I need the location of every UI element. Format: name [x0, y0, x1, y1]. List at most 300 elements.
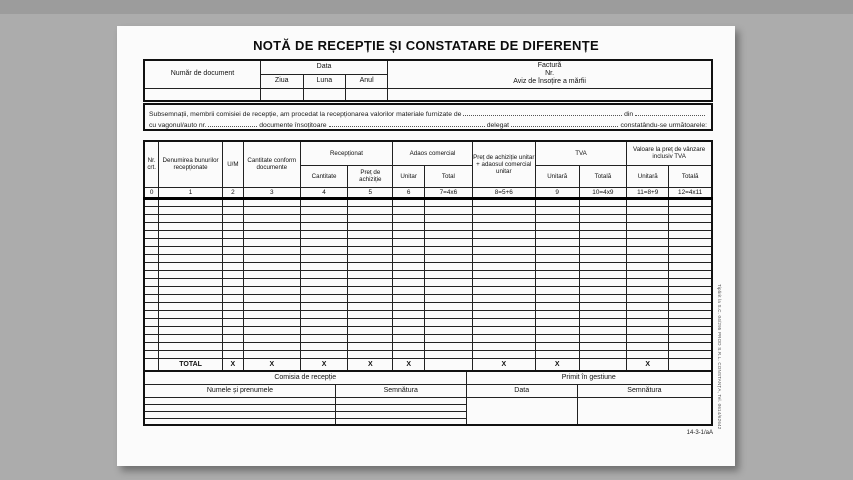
empty-cell: [627, 310, 669, 318]
empty-cell: [348, 350, 393, 358]
empty-cell: [472, 294, 535, 302]
empty-cell: [472, 230, 535, 238]
empty-data-row: [144, 302, 712, 310]
x-mark-cell: X: [472, 358, 535, 371]
empty-cell: [669, 254, 712, 262]
empty-cell: [425, 270, 473, 278]
empty-cell: [243, 310, 300, 318]
factura-value-cell: [388, 88, 712, 101]
empty-cell: [627, 198, 669, 206]
empty-cell: [300, 310, 348, 318]
empty-cell: [159, 214, 223, 222]
empty-cell: [425, 206, 473, 214]
empty-cell: [222, 214, 243, 222]
empty-cell: [393, 206, 425, 214]
empty-cell: [425, 342, 473, 350]
empty-cell: [222, 206, 243, 214]
empty-cell: [579, 342, 627, 350]
empty-cell: [348, 326, 393, 334]
empty-cell: [627, 318, 669, 326]
semnatura-right-header: Semnătura: [577, 384, 712, 397]
empty-cell: [159, 318, 223, 326]
col-header-um: U/M: [222, 141, 243, 187]
empty-cell: [159, 230, 223, 238]
col-header-unitar: Unitar: [393, 165, 425, 187]
col-group-adaos-comercial: Adaos comercial: [393, 141, 473, 165]
empty-cell: [579, 334, 627, 342]
empty-cell: [393, 230, 425, 238]
empty-cell: [627, 238, 669, 246]
empty-cell: [144, 262, 159, 270]
declaration-text: Subsemnații, membrii comisiei de recepție, am procedat la recepționarea valorilor materiale furnizate de: [149, 111, 462, 118]
empty-cell: [348, 238, 393, 246]
declaration-text: cu vagonul/auto nr.: [149, 122, 207, 129]
empty-cell: [243, 302, 300, 310]
empty-cell: [222, 302, 243, 310]
empty-cell: [144, 310, 159, 318]
luna-header: Luna: [303, 74, 346, 88]
empty-cell: [348, 230, 393, 238]
empty-cell: [472, 350, 535, 358]
empty-cell: [300, 198, 348, 206]
empty-cell: [579, 222, 627, 230]
empty-cell: [159, 278, 223, 286]
empty-cell: [159, 302, 223, 310]
factura-label: Factură: [537, 62, 562, 70]
empty-cell: [393, 342, 425, 350]
name-cell: [144, 418, 335, 425]
empty-cell: [243, 222, 300, 230]
empty-cell: [627, 262, 669, 270]
empty-cell: [669, 230, 712, 238]
signature-cell: [335, 404, 466, 411]
empty-cell: [300, 270, 348, 278]
empty-cell: [300, 350, 348, 358]
empty-cell: [472, 310, 535, 318]
empty-cell: [348, 278, 393, 286]
empty-cell: [579, 286, 627, 294]
empty-cell: [535, 310, 579, 318]
empty-cell: [669, 310, 712, 318]
empty-cell: [425, 310, 473, 318]
empty-cell: [393, 318, 425, 326]
empty-cell: [393, 198, 425, 206]
anul-value-cell: [346, 88, 388, 101]
dotted-leader: [208, 125, 257, 127]
empty-cell: [535, 326, 579, 334]
empty-cell: [627, 286, 669, 294]
empty-cell: [669, 326, 712, 334]
empty-cell: [159, 254, 223, 262]
empty-cell: [144, 246, 159, 254]
empty-cell: [472, 246, 535, 254]
col-header-denumirea: Denumirea bunurilor recepționate: [159, 141, 223, 187]
empty-cell: [535, 278, 579, 286]
empty-cell: [535, 214, 579, 222]
empty-cell: [144, 286, 159, 294]
empty-cell: [579, 254, 627, 262]
empty-cell: [348, 206, 393, 214]
empty-cell: [425, 278, 473, 286]
empty-rows-body: [144, 198, 712, 358]
empty-cell: [627, 230, 669, 238]
empty-cell: [159, 246, 223, 254]
empty-cell: [222, 310, 243, 318]
numar-value-cell: [144, 88, 260, 101]
empty-cell: [144, 294, 159, 302]
empty-cell: [472, 318, 535, 326]
footer-table: [143, 370, 713, 426]
column-number-cell: 12=4x11: [669, 187, 712, 198]
empty-cell: [348, 302, 393, 310]
empty-data-row: [144, 198, 712, 206]
empty-cell: [472, 262, 535, 270]
empty-cell: [159, 206, 223, 214]
empty-cell: [393, 222, 425, 230]
empty-cell: [159, 310, 223, 318]
empty-cell: [669, 294, 712, 302]
column-number-cell: 10=4x9: [579, 187, 627, 198]
empty-cell: [669, 342, 712, 350]
empty-cell: [627, 302, 669, 310]
factura-header: [388, 60, 712, 88]
declaration-text: din: [624, 111, 634, 118]
empty-cell: [300, 278, 348, 286]
col-header-tva-unitara: Unitară: [535, 165, 579, 187]
empty-cell: [579, 214, 627, 222]
empty-cell: [425, 246, 473, 254]
empty-cell: [222, 294, 243, 302]
empty-cell: [300, 294, 348, 302]
empty-cell: [144, 270, 159, 278]
col-header-tva-totala: Totală: [579, 165, 627, 187]
empty-cell: [222, 262, 243, 270]
empty-cell: [348, 318, 393, 326]
empty-cell: [669, 318, 712, 326]
empty-cell: [144, 222, 159, 230]
empty-data-row: [144, 230, 712, 238]
empty-cell: [393, 302, 425, 310]
empty-cell: [669, 302, 712, 310]
empty-cell: [535, 238, 579, 246]
empty-cell: [669, 222, 712, 230]
empty-cell: [669, 246, 712, 254]
empty-cell: [669, 334, 712, 342]
empty-cell: [425, 302, 473, 310]
empty-data-row: [144, 342, 712, 350]
empty-cell: [627, 334, 669, 342]
empty-cell: [579, 206, 627, 214]
empty-cell: [348, 262, 393, 270]
signature-cell: [335, 397, 466, 404]
empty-cell: [144, 342, 159, 350]
empty-cell: [243, 334, 300, 342]
empty-cell: [300, 254, 348, 262]
form-code: 14-3-1/aA: [686, 430, 713, 436]
signature-cell: [335, 411, 466, 418]
empty-cell: [579, 278, 627, 286]
empty-cell: [579, 270, 627, 278]
empty-cell: [300, 246, 348, 254]
empty-cell: [472, 302, 535, 310]
empty-cell: [393, 286, 425, 294]
semnatura-value-cell: [577, 397, 712, 425]
empty-cell: [300, 214, 348, 222]
empty-cell: [627, 270, 669, 278]
nr-label: Nr.: [545, 70, 555, 78]
main-table: [143, 140, 713, 372]
empty-cell: [535, 318, 579, 326]
empty-cell: [144, 278, 159, 286]
luna-value-cell: [303, 88, 346, 101]
empty-cell: [579, 198, 627, 206]
empty-cell: [144, 206, 159, 214]
empty-cell: [144, 214, 159, 222]
empty-cell: [579, 262, 627, 270]
empty-data-row: [144, 270, 712, 278]
empty-cell: [535, 350, 579, 358]
column-number-cell: 8=5+6: [472, 187, 535, 198]
empty-cell: [393, 310, 425, 318]
empty-cell: [222, 318, 243, 326]
col-header-valoare-totala: Totală: [669, 165, 712, 187]
empty-cell: [579, 326, 627, 334]
empty-cell: [472, 326, 535, 334]
declaration-text: constatându-se următoarele:: [620, 122, 707, 129]
empty-cell: [348, 246, 393, 254]
empty-data-row: [144, 222, 712, 230]
empty-cell: [222, 326, 243, 334]
empty-cell: [243, 326, 300, 334]
empty-cell: [300, 318, 348, 326]
empty-cell: [669, 214, 712, 222]
empty-cell: [348, 254, 393, 262]
empty-cell: [472, 334, 535, 342]
empty-cell: [579, 318, 627, 326]
empty-cell: [243, 294, 300, 302]
column-number-cell: 9: [535, 187, 579, 198]
empty-cell: [243, 278, 300, 286]
empty-cell: [393, 294, 425, 302]
empty-cell: [669, 286, 712, 294]
semnatura-left-header: Semnătura: [335, 384, 466, 397]
declaration-text: delegat: [486, 122, 510, 129]
col-header-valoare-unitara: Unitară: [627, 165, 669, 187]
empty-cell: [535, 286, 579, 294]
empty-cell: [393, 334, 425, 342]
x-mark-cell: X: [627, 358, 669, 371]
empty-cell: [144, 318, 159, 326]
empty-cell: [222, 238, 243, 246]
empty-cell: [144, 302, 159, 310]
empty-data-row: [144, 206, 712, 214]
empty-cell: [144, 238, 159, 246]
total-label-cell: TOTAL: [159, 358, 223, 371]
empty-cell: [348, 342, 393, 350]
empty-cell: [222, 198, 243, 206]
empty-cell: [222, 286, 243, 294]
empty-cell: [144, 350, 159, 358]
empty-data-row: [144, 238, 712, 246]
empty-cell: [348, 270, 393, 278]
empty-cell: [243, 254, 300, 262]
declaration-text: documente însoțitoare: [259, 122, 327, 129]
empty-cell: [144, 230, 159, 238]
empty-cell: [243, 286, 300, 294]
empty-cell: [243, 270, 300, 278]
empty-cell: [144, 326, 159, 334]
name-cell: [144, 404, 335, 411]
empty-data-row: [144, 326, 712, 334]
empty-cell: [627, 222, 669, 230]
empty-data-row: [144, 246, 712, 254]
empty-cell: [472, 238, 535, 246]
empty-cell: [144, 198, 159, 206]
empty-cell: [535, 334, 579, 342]
empty-cell: [348, 222, 393, 230]
empty-cell: [472, 214, 535, 222]
empty-cell: [669, 262, 712, 270]
empty-cell: [243, 238, 300, 246]
photo-background-band: [0, 0, 853, 14]
empty-cell: [579, 294, 627, 302]
empty-cell: [348, 310, 393, 318]
empty-cell: [393, 278, 425, 286]
empty-cell: [243, 198, 300, 206]
empty-cell: [222, 230, 243, 238]
empty-cell: [425, 286, 473, 294]
ziua-header: Ziua: [260, 74, 303, 88]
column-number-cell: 1: [159, 187, 223, 198]
empty-data-row: [144, 334, 712, 342]
empty-data-row: [144, 214, 712, 222]
empty-cell: [300, 206, 348, 214]
x-mark-cell: X: [348, 358, 393, 371]
col-group-valoare-vanzare: Valoare la preț de vânzare inclusiv TVA: [627, 141, 712, 165]
column-numbers-row: [144, 187, 712, 198]
empty-data-row: [144, 286, 712, 294]
empty-cell: [535, 254, 579, 262]
empty-cell: [535, 206, 579, 214]
empty-cell: [393, 270, 425, 278]
x-mark-cell: X: [393, 358, 425, 371]
empty-cell: [425, 254, 473, 262]
primit-header: Primit în gestiune: [466, 371, 712, 384]
empty-data-row: [144, 318, 712, 326]
anul-header: Anul: [346, 74, 388, 88]
empty-cell: [159, 342, 223, 350]
empty-cell: [393, 326, 425, 334]
empty-cell: [159, 334, 223, 342]
empty-cell: [579, 230, 627, 238]
empty-cell: [472, 286, 535, 294]
page-title: NOTĂ DE RECEPȚIE ȘI CONSTATARE DE DIFERENȚE: [253, 38, 599, 53]
empty-cell: [425, 230, 473, 238]
col-header-pret-plus-adaos: Preț de achiziție unitar + adaosul comercial unitar: [472, 141, 535, 187]
empty-cell: [425, 318, 473, 326]
empty-cell: [579, 310, 627, 318]
empty-cell: [472, 198, 535, 206]
empty-cell: [393, 238, 425, 246]
empty-cell: [393, 350, 425, 358]
empty-cell: [472, 222, 535, 230]
empty-cell: [159, 198, 223, 206]
x-mark-cell: X: [300, 358, 348, 371]
empty-data-row: [144, 350, 712, 358]
tables-wrapper: [143, 140, 713, 426]
dotted-leader: [635, 114, 705, 116]
empty-cell: [535, 294, 579, 302]
empty-cell: [535, 302, 579, 310]
empty-data-row: [144, 254, 712, 262]
empty-cell: [669, 350, 712, 358]
empty-cell: [243, 214, 300, 222]
data-col-header: Data: [466, 384, 577, 397]
empty-cell: [472, 342, 535, 350]
column-number-cell: 0: [144, 187, 159, 198]
empty-cell: [159, 350, 223, 358]
empty-cell: [144, 254, 159, 262]
empty-cell: [669, 270, 712, 278]
column-number-cell: 11=8+9: [627, 187, 669, 198]
empty-cell: [300, 238, 348, 246]
x-mark-cell: X: [222, 358, 243, 371]
declaration-box: [143, 103, 713, 131]
empty-cell: [669, 278, 712, 286]
empty-cell: [472, 254, 535, 262]
empty-cell: [425, 238, 473, 246]
empty-cell: [300, 230, 348, 238]
name-cell: [144, 411, 335, 418]
empty-cell: [144, 334, 159, 342]
col-group-receptionat: Recepționat: [300, 141, 393, 165]
empty-cell: [535, 262, 579, 270]
col-header-cantitate-conform: Cantitate conform documente: [243, 141, 300, 187]
empty-cell: [669, 238, 712, 246]
empty-cell: [159, 262, 223, 270]
empty-cell: [627, 254, 669, 262]
col-header-cantitate: Cantitate: [300, 165, 348, 187]
empty-cell: [627, 294, 669, 302]
empty-cell: [300, 334, 348, 342]
printer-credit: Tipărit la S.C. 04/295 PROD S.R.L. CONSTANȚA, Tel. 0614/62642: [717, 284, 722, 430]
empty-cell: [243, 262, 300, 270]
empty-cell: [159, 222, 223, 230]
empty-cell: [579, 246, 627, 254]
data-header: Data: [260, 60, 387, 74]
empty-cell: [393, 254, 425, 262]
empty-cell: [535, 222, 579, 230]
empty-cell: [425, 334, 473, 342]
empty-cell: [348, 334, 393, 342]
empty-cell: [472, 206, 535, 214]
column-number-cell: 7=4x6: [425, 187, 473, 198]
empty-cell: [535, 270, 579, 278]
empty-cell: [300, 326, 348, 334]
empty-cell: [348, 214, 393, 222]
empty-data-row: [144, 294, 712, 302]
empty-cell: [159, 286, 223, 294]
empty-cell: [627, 326, 669, 334]
signature-cell: [335, 418, 466, 425]
empty-cell: [579, 238, 627, 246]
empty-cell: [393, 246, 425, 254]
empty-cell: [243, 246, 300, 254]
ziua-value-cell: [260, 88, 303, 101]
empty-cell: [159, 294, 223, 302]
empty-cell: [222, 350, 243, 358]
empty-data-row: [144, 310, 712, 318]
